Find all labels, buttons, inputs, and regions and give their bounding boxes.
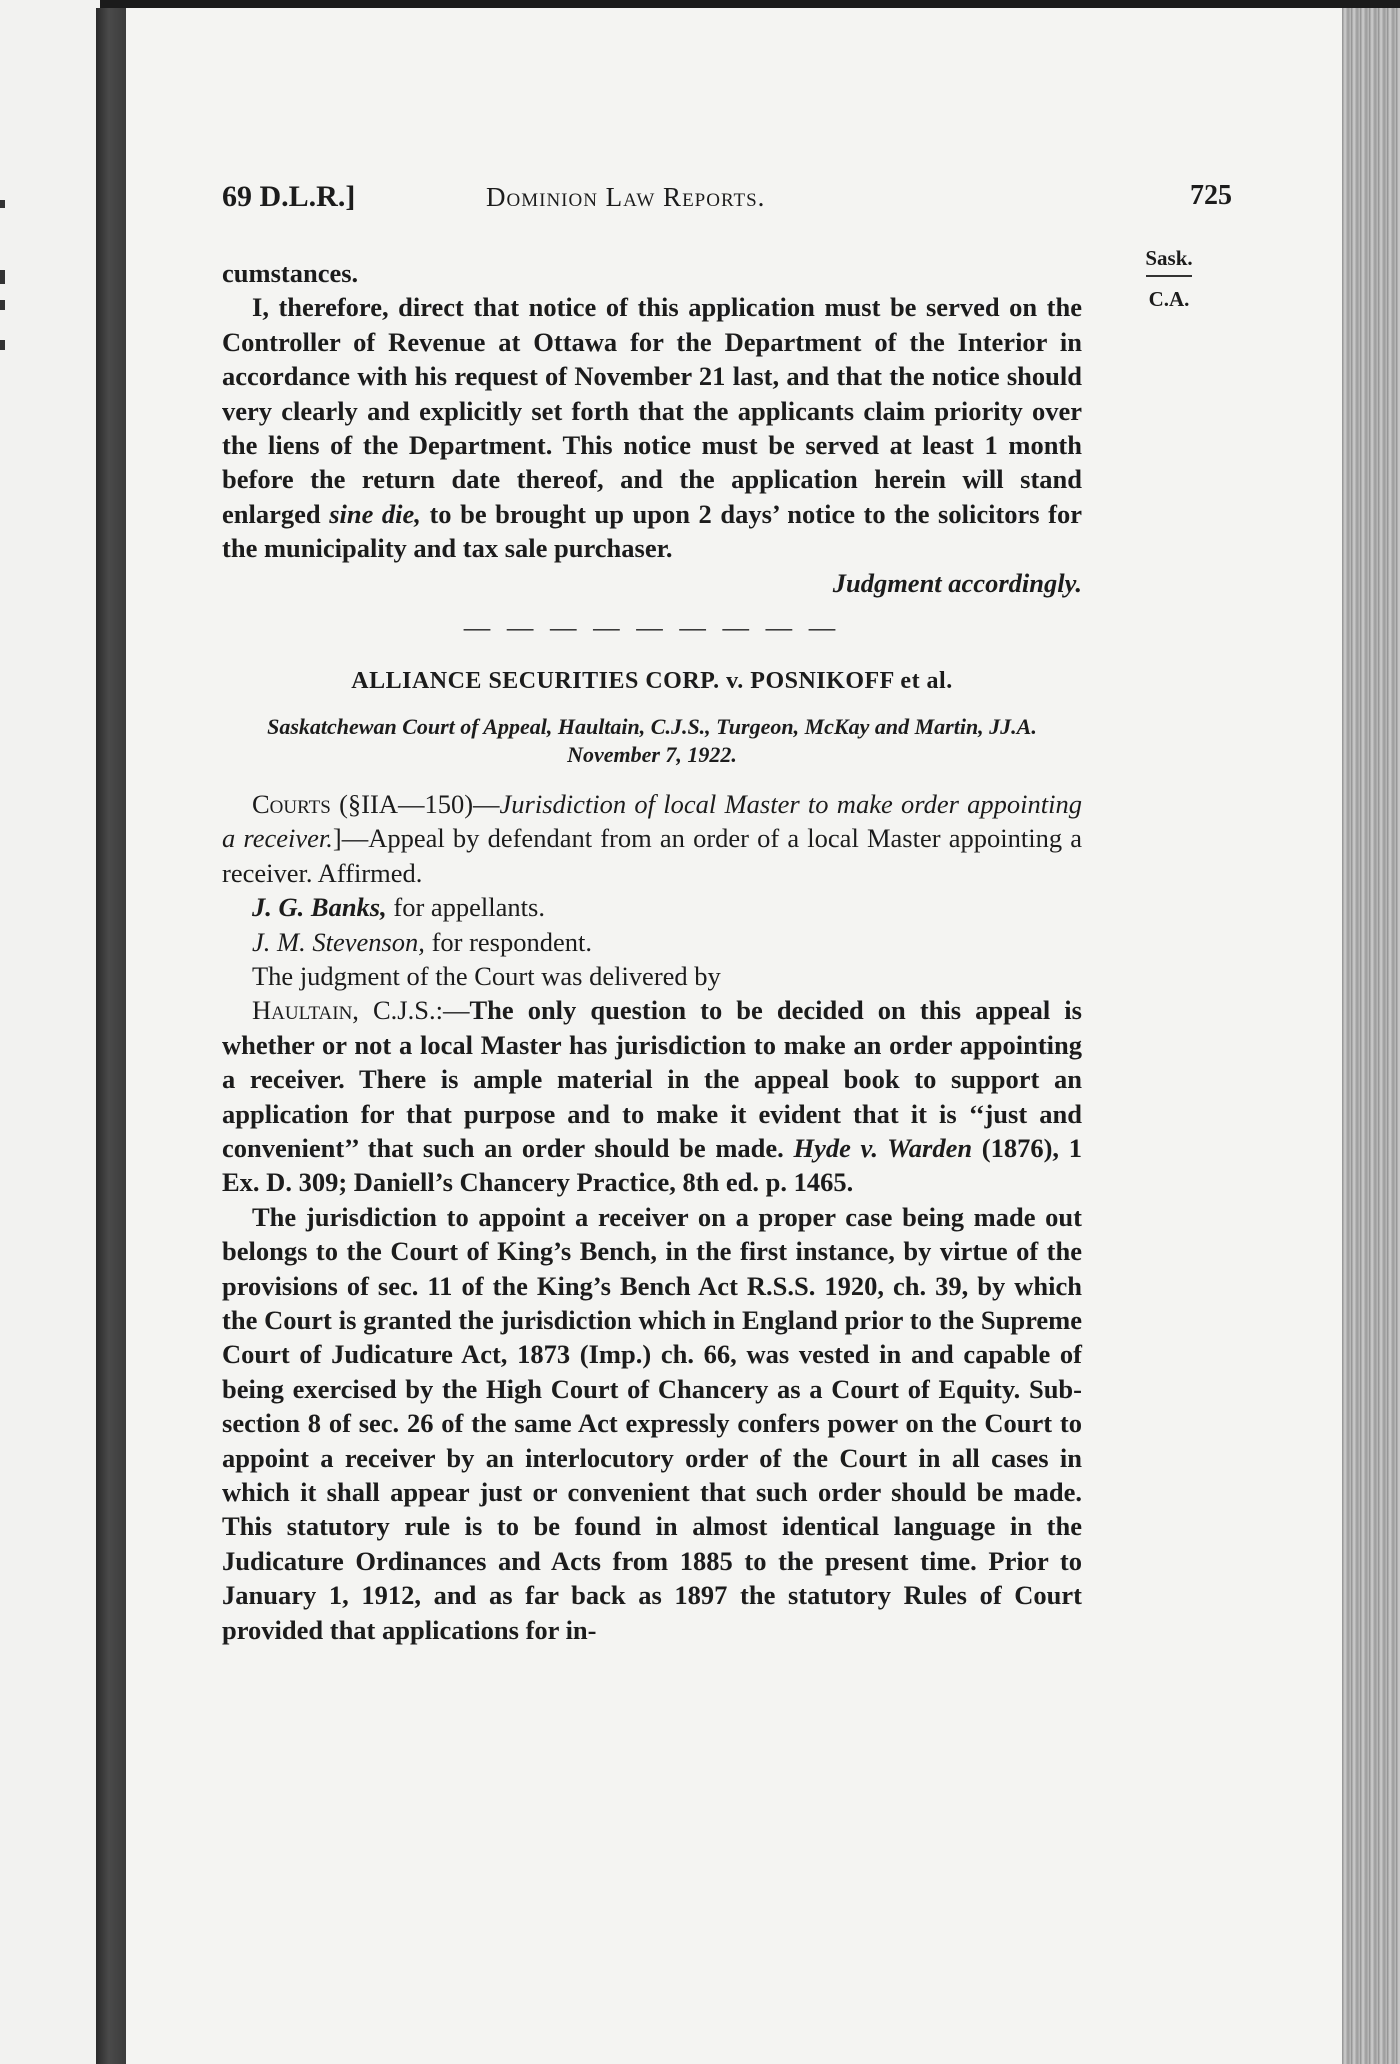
continued-paragraph: cumstances. xyxy=(222,258,359,288)
margin-rule xyxy=(1146,275,1192,277)
opinion-paragraph-1: Haultain, C.J.S.:—The only question to be decided on this appeal is whether or not a local Master has jurisdiction to make an order appointing a receiver. There is ample material in the appeal book to support an application for that purpose and to make it evident that it is ‘‘just and convenient’’ that such an order should be made. Hyde v. Warden (1876), 1 Ex. D. 309; Daniell’s Chancery Practice, 8th ed. p. 1465. xyxy=(222,995,1082,1198)
jurisdiction-margin-note xyxy=(1134,246,1204,312)
case-separator: — — — — — — — — — xyxy=(463,612,841,643)
report-title: Dominion Law Reports. xyxy=(486,182,766,212)
judgment-result: Judgment accordingly. xyxy=(832,567,1082,598)
book-gutter xyxy=(96,8,128,2064)
headnote: Courts (§IIA—150)—Jurisdiction of local Master to make order appointing a receiver.]—Appeal by defendant from an order of a local Master appointing a receiver. Affirmed. xyxy=(222,788,1083,888)
delivered-line: The judgment of the Court was delivered by xyxy=(252,960,721,991)
opinion-paragraph-2: The jurisdiction to appoint a receiver on a proper case being made out belongs to the Court of King’s Bench, in the first instance, by virtue of the provisions of sec. 11 of the King’s Bench Act R.S.S. 1920, ch. 39, by which the Court is granted the jurisdiction which in England prior to the Supreme Court of Judicature Act, 1873 (Imp.) ch. 66, was vested in and capable of being exercised by the High Court of Chancery as a Court of Equity. Sub-section 8 of sec. 26 of the same Act expressly confers power on the Court to appoint a receiver by an interlocutory order of the Court in all cases in which it shall appear just or convenient that such order should be made. This statutory rule is to be found in almost identical language in the Judicature Ordinances and Acts from 1885 to the present time. Prior to January 1, 1912, and as far back as 1897 the statutory Rules of Court provided that applications for in- xyxy=(222,1201,1082,1645)
volume-reference: 69 D.L.R.] xyxy=(222,180,356,213)
court-label: C.A. xyxy=(1148,287,1190,311)
page-block-edge xyxy=(1342,8,1400,2064)
case-title: ALLIANCE SECURITIES CORP. v. POSNIKOFF et al. xyxy=(351,668,953,695)
running-head xyxy=(222,180,1232,220)
court-line: Saskatchewan Court of Appeal, Haultain, C.J.S., Turgeon, McKay and Martin, JJ.A. November 7, 1922. xyxy=(267,713,1037,767)
page-number: 725 xyxy=(1190,180,1232,211)
counsel-respondent: J. M. Stevenson, for respondent. xyxy=(252,926,592,957)
order-paragraph: I, therefore, direct that notice of this application must be served on the Controller of Revenue at Ottawa for the Department of the Interior in accordance with his request of November 21 last, and that the notice should very clearly and explicitly set forth that the applicants claim priority over the liens of the Department. This notice must be served at least 1 month before the return date thereof, and the application herein will stand enlarged sine die, to be brought up upon 2 days’ notice to the solicitors for the municipality and tax sale purchaser. xyxy=(222,292,1083,564)
body-text xyxy=(222,256,1082,1647)
counsel-appellants: J. G. Banks, for appellants. xyxy=(252,892,545,923)
facing-page-edge xyxy=(0,0,100,2064)
province-label: Sask. xyxy=(1145,246,1193,270)
